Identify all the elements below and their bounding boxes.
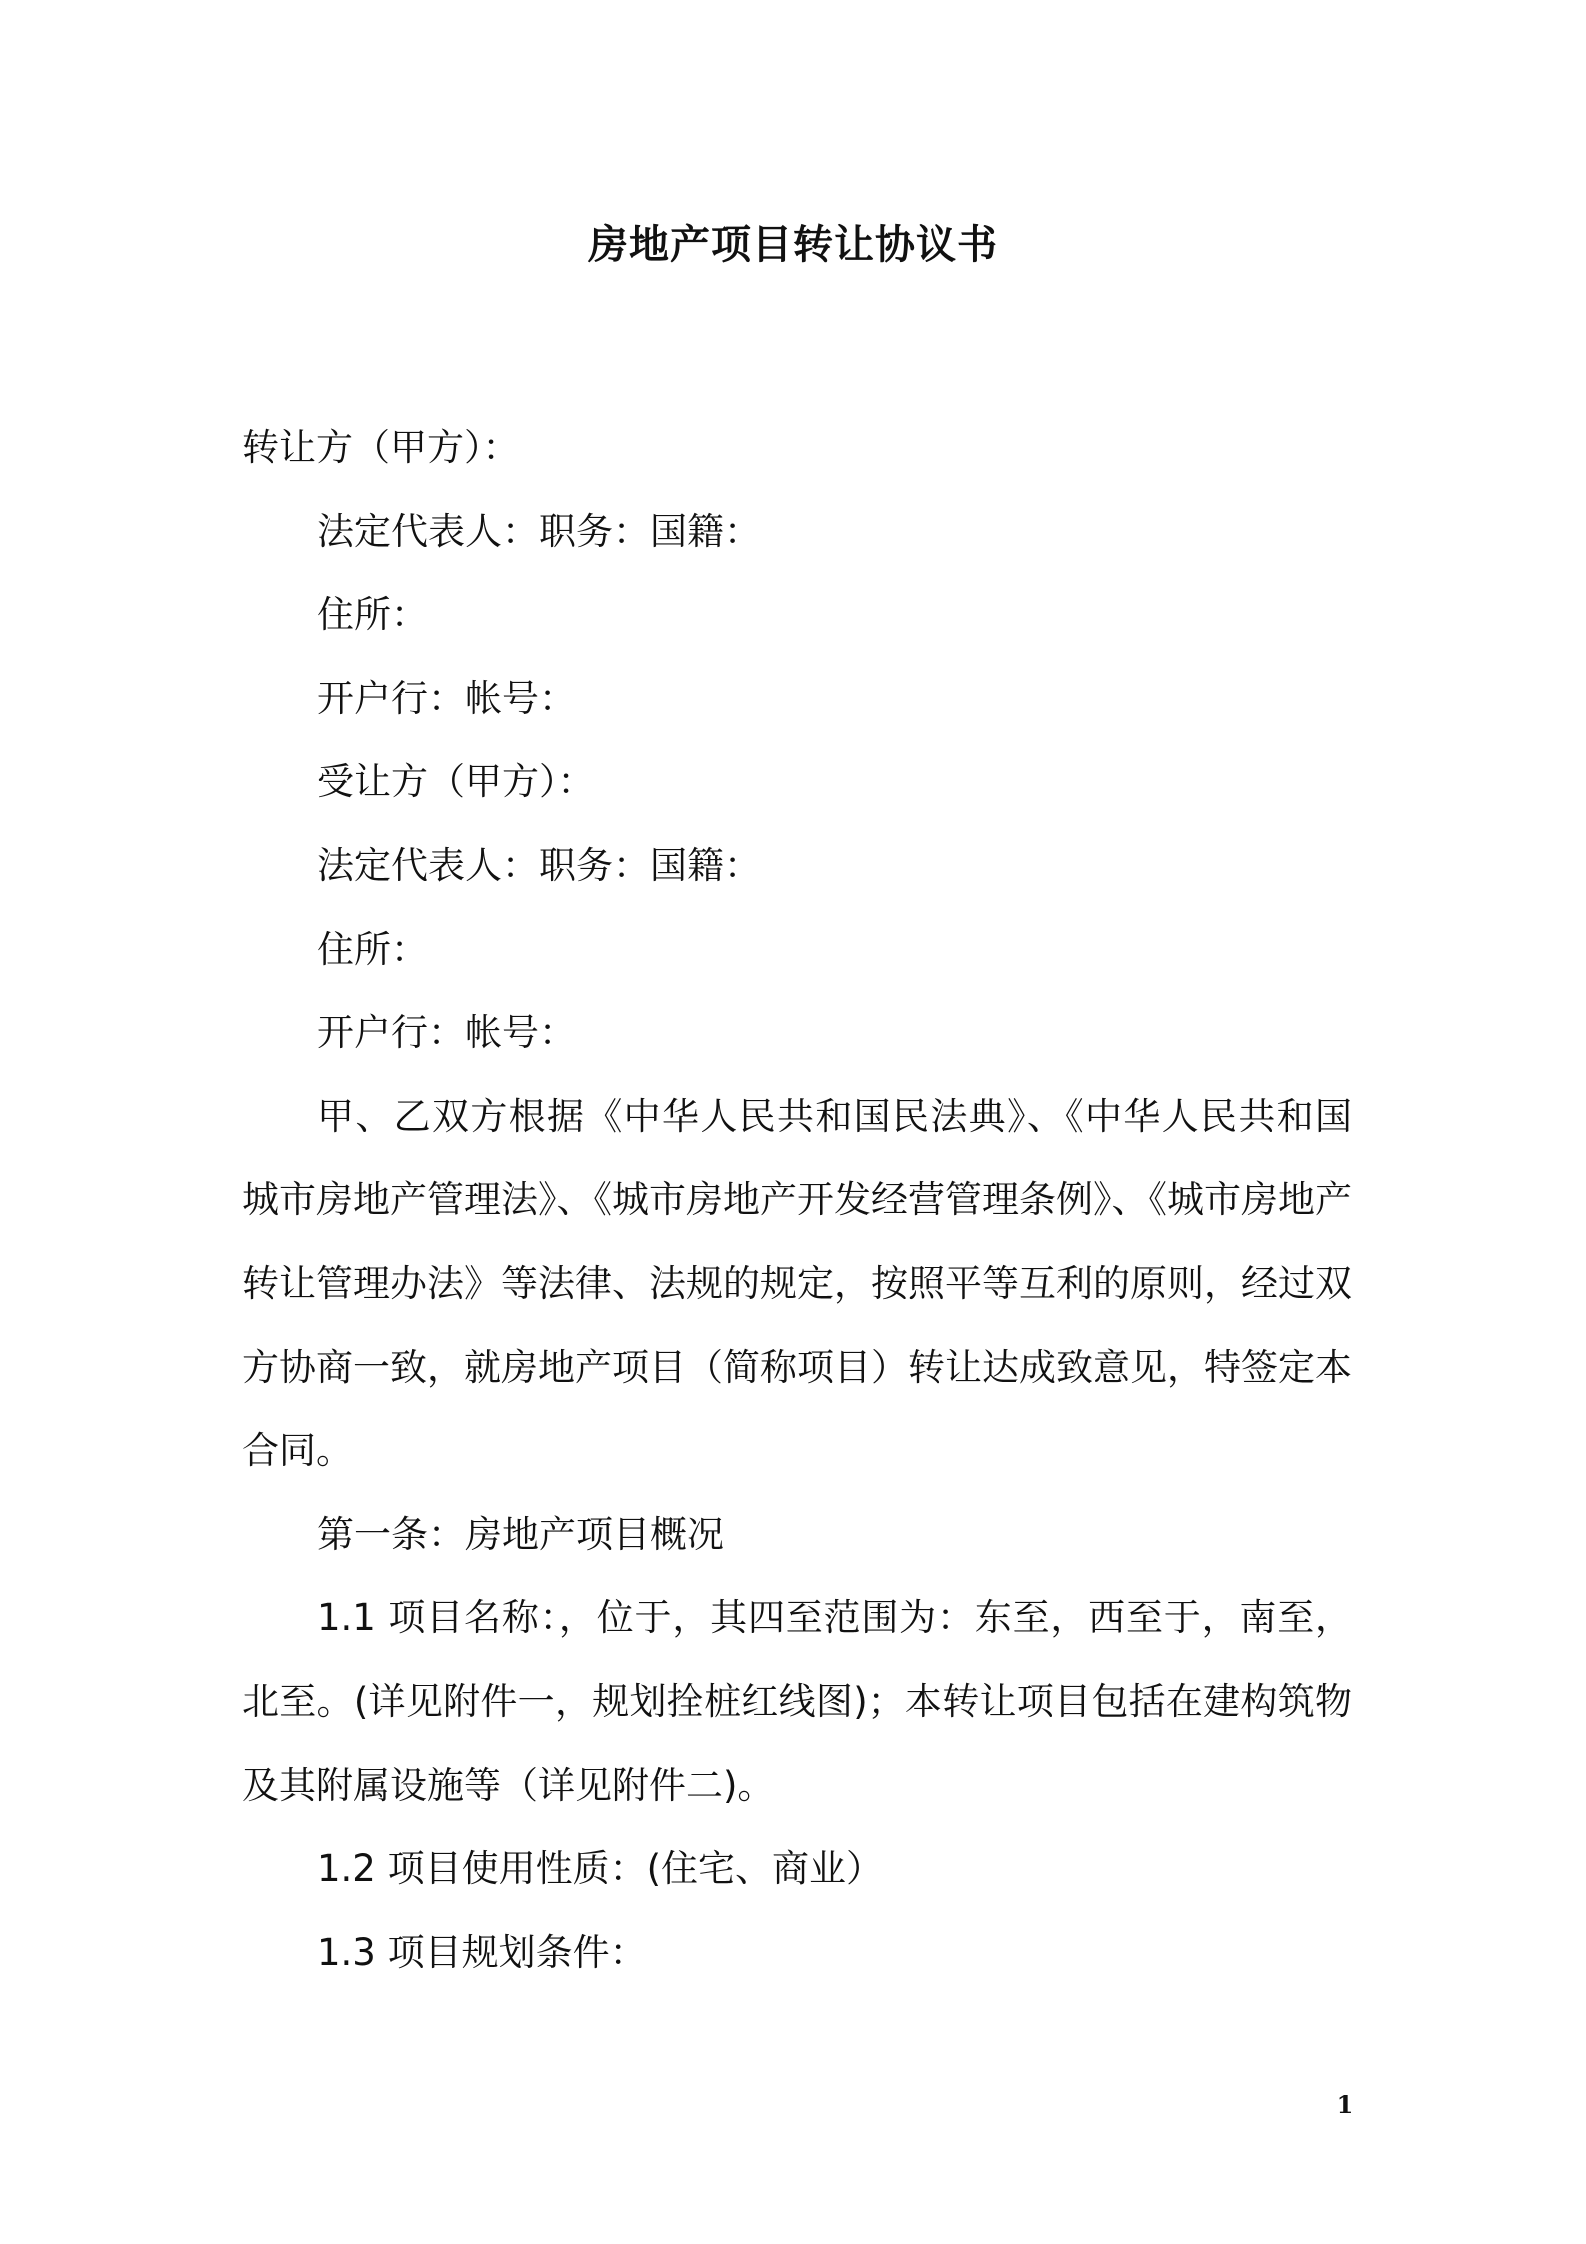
transferor-bank: 开户行：帐号： [317, 676, 576, 720]
document-title: 房地产项目转让协议书 [588, 222, 998, 268]
transferee-bank: 开户行：帐号： [317, 1011, 576, 1055]
transferee-address: 住所： [317, 927, 428, 971]
intro-paragraph: 甲、乙双方根据《中华人民共和国民法典》、《中华人民共和国城市房地产管理法》、《城市房地产开发经营管理条例》、《城市房地产转让管理办法》等法律、法规的规定，按照平等互利的原则，经过双方协商一致，就房地产项目（简称项目）转让达成致意见，特签定本合同。 [242, 1094, 1352, 1473]
document-body [242, 406, 1352, 1994]
transferor-representative: 法定代表人：职务：国籍： [317, 509, 761, 553]
article-1-heading: 第一条：房地产项目概况 [317, 1512, 724, 1556]
item-1-2-paragraph: 1.2 项目使用性质：(住宅、商业） [317, 1847, 884, 1891]
transferee-representative: 法定代表人：职务：国籍： [317, 843, 761, 887]
item-1-1-paragraph: 1.1 项目名称：，位于，其四至范围为：东至，西至于，南至，北至。(详见附件一，规划拴桩红线图)；本转让项目包括在建构筑物及其附属设施等（详见附件二)。 [242, 1596, 1352, 1807]
transferee-label: 受让方（甲方）： [317, 760, 595, 804]
page-number: 1 [1336, 2090, 1354, 2119]
transferor-address: 住所： [317, 593, 428, 637]
transferor-label: 转让方（甲方）： [242, 426, 520, 469]
item-1-3-paragraph: 1.3 项目规划条件： [317, 1930, 647, 1974]
